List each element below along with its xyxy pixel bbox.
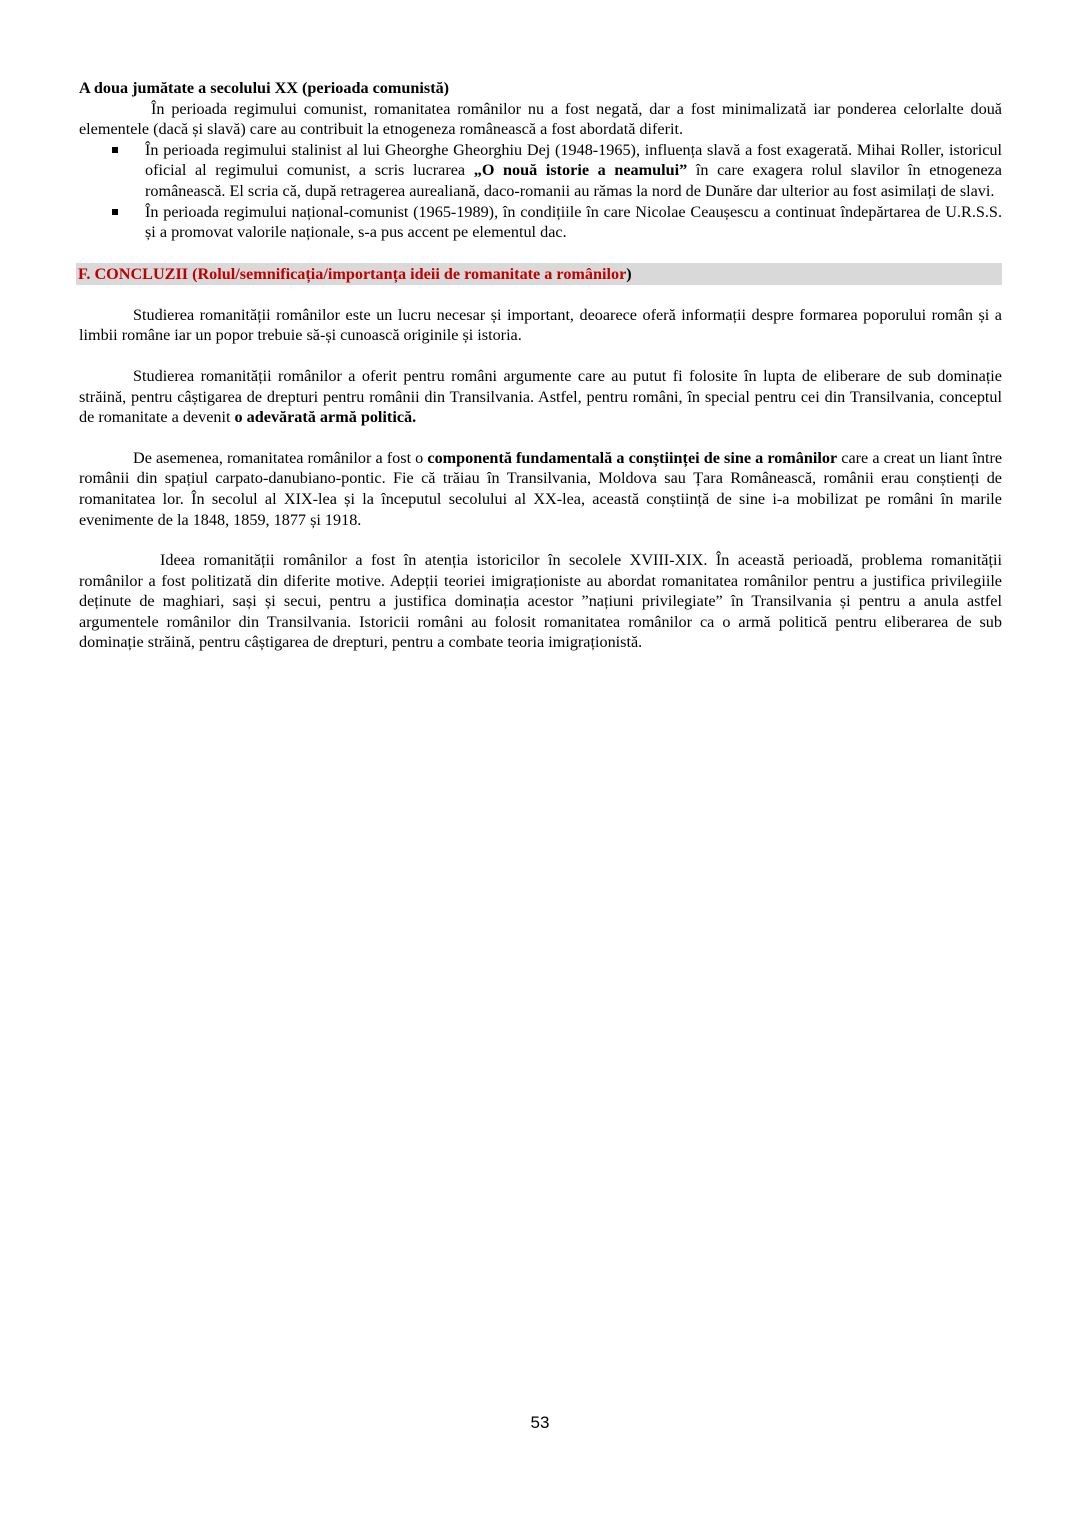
- conclusion-paragraph-1: Studierea romanității românilor este un lucru necesar și important, deoarece oferă informații despre formarea poporului român și a limbii române iar un popor trebuie să-și cunoască originile și istoria.: [79, 305, 1002, 345]
- conclusion-paragraph-3: [79, 448, 1002, 530]
- list-item: [79, 140, 1002, 202]
- conclusions-title-close: ): [626, 264, 632, 283]
- conclusion-paragraph-2: [79, 366, 1002, 428]
- square-bullet-icon: [112, 147, 118, 153]
- list-item: [79, 202, 1002, 243]
- intro-paragraph: În perioada regimului comunist, romanitatea românilor nu a fost negată, dar a fost minimalizată iar ponderea celorlalte două elementele (dacă și slavă) care au contribuit la etnogeneza românească a fost abordată diferit.: [79, 99, 1002, 139]
- page-number: 53: [530, 1413, 550, 1432]
- bullet-text-bold: „O nouă istorie a neamului”: [473, 161, 688, 180]
- spacer: [79, 530, 1002, 550]
- p3-bold-text: componentă fundamentală a conștiinței de sine a românilor: [427, 448, 838, 467]
- bullet-text-after: în care exagera rolul slavilor în etnogeneza românească. El scria că, după retragerea aurealiană, daco-romanii au rămas la nord de Dunăre dar ulterior au fost asimilați de slavi.: [145, 161, 1002, 200]
- square-bullet-icon: [112, 209, 118, 215]
- spacer: [79, 346, 1002, 366]
- document-page: [79, 78, 1002, 653]
- section-heading-communist-period: A doua jumătate a secolului XX (perioada comunistă): [79, 79, 450, 97]
- spacer: [79, 285, 1002, 305]
- bullet-text-before: În perioada regimului național-comunist (1965-1989), în condițiile în care Nicolae Ceaușescu a continuat îndepărtarea de U.R.S.S. și a promovat valorile naționale, s-a pus accent pe elementul dac.: [145, 202, 1002, 242]
- conclusions-title: F. CONCLUZII (Rolul/semnificația/importanța ideii de romanitate a românilor: [78, 264, 627, 283]
- bullet-text-before: În perioada regimului stalinist al lui Gheorghe Gheorghiu Dej (1948-1965), influența slavă a fost exagerată. Mihai Roller, istoricul oficial al regimului comunist, a scris lucrarea: [145, 140, 1002, 180]
- p3-text-before: De asemenea, romanitatea românilor a fost o: [133, 448, 428, 467]
- conclusion-paragraph-4: Ideea romanității românilor a fost în atenția istoricilor în secolele XVIII-XIX. În această perioadă, problema romanității românilor a fost politizată din diferite motive. Adepții teoriei imigraționiste au abordat romanitatea românilor pentru a justifica privilegiile deținute de maghiari, sași și secui, pentru a justifica dominația acestor ”națiuni privilegiate” în Transilvania și pentru a anula astfel argumentele românilor din Transilvania. Istoricii români au folosit romanitatea românilor ca o armă politică pentru eliberarea de sub dominație străină, pentru câștigarea de drepturi, pentru a combate teoria imigraționistă.: [79, 551, 1002, 652]
- p2-bold-text: o adevărată armă politică.: [234, 408, 417, 427]
- p2-text: Studierea romanității românilor a oferit pentru români argumente care au putut fi folosite în lupta de eliberare de sub dominație străină, pentru câștigarea de drepturi pentru românii din Transilvania. Astfel, pentru români, în special pentru cei din Transilvania, conceptul de romanitate a devenit: [79, 366, 1002, 427]
- conclusions-section-header: [76, 263, 1002, 285]
- spacer: [79, 428, 1002, 448]
- bullet-list: [79, 140, 1002, 243]
- p3-text-after: care a creat un liant între românii din spațiul carpato-danubiano-pontic. Fie că trăiau în Transilvania, Moldova sau Țara Românească, românii erau conștienți de romanitatea lor. În secolul al XIX-lea și la începutul secolului al XX-lea, această conștiință de sine i-a mobilizat pe români în marile evenimente de la 1848, 1859, 1877 și 1918.: [79, 448, 1003, 529]
